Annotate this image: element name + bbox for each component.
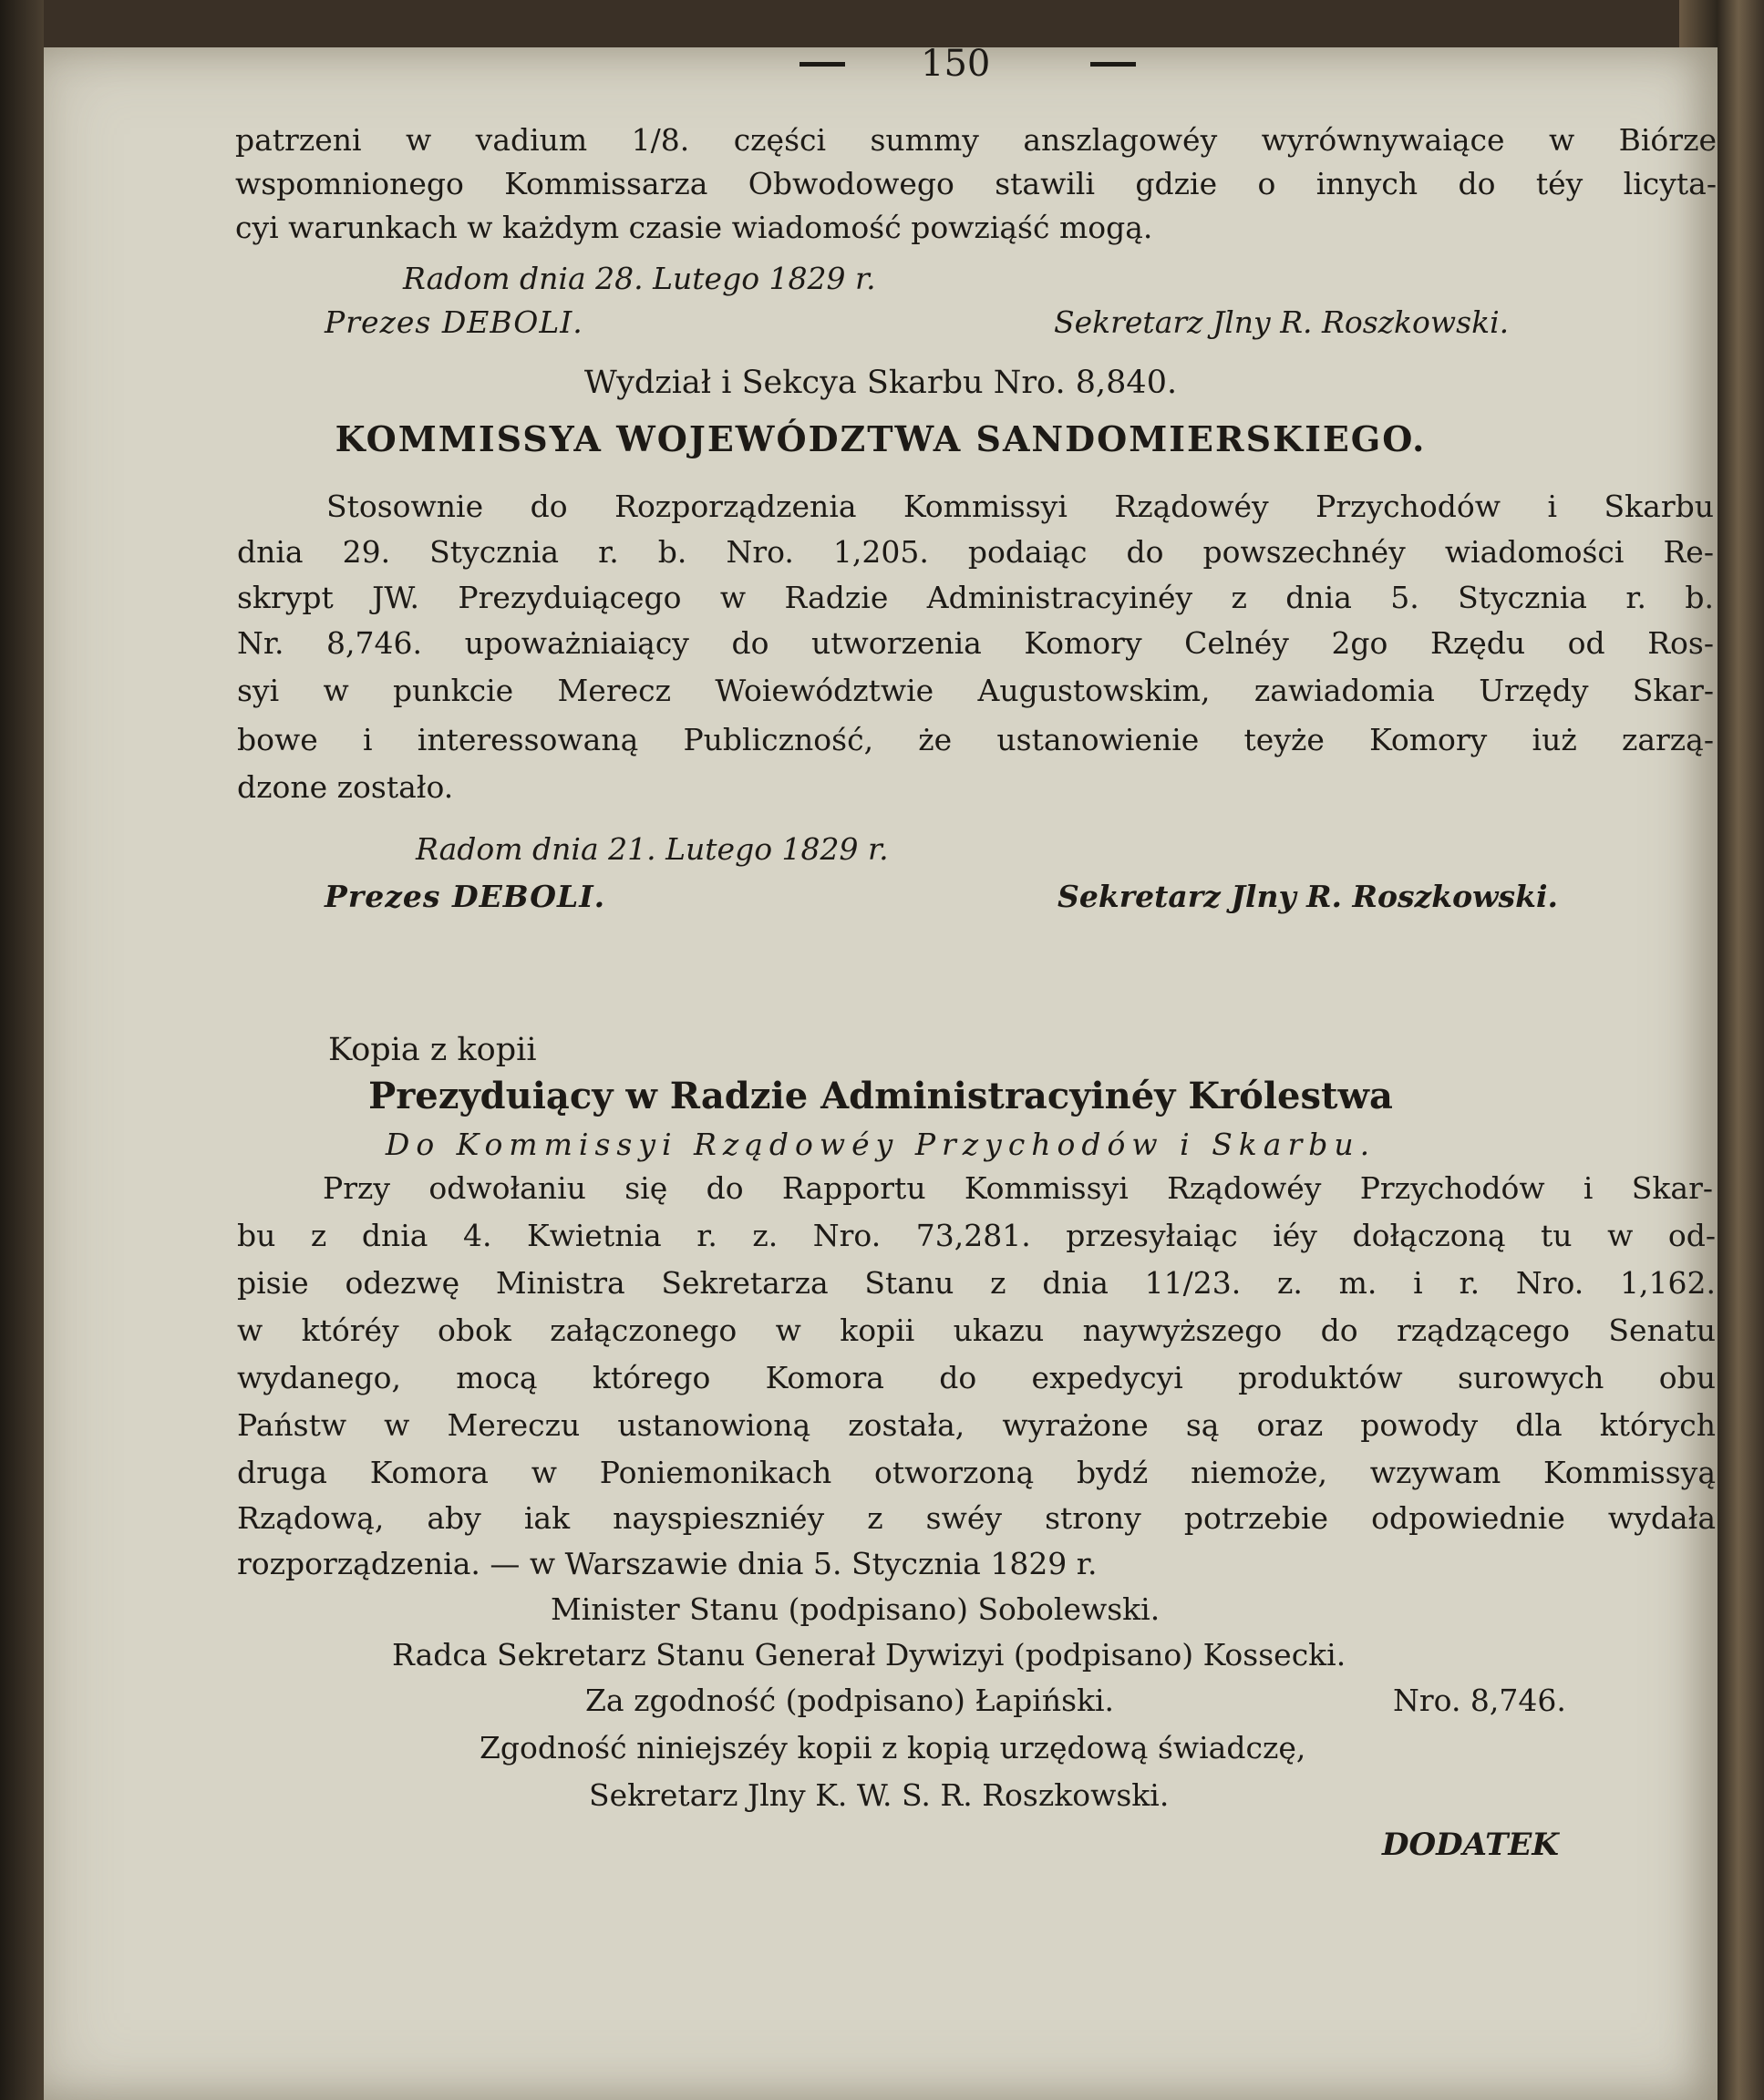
- attestation-signer: Sekretarz Jlny K. W. S. R. Roszkowski.: [589, 1777, 1170, 1813]
- text-line: dzone zostało.: [237, 769, 454, 805]
- text-line: w któréy obok załączonego w kopii ukazu naywyższego do rządzącego Senatu: [237, 1312, 1716, 1348]
- text-line: wydanego, mocą którego Komora do expedycyi produktów surowych obu: [237, 1360, 1716, 1395]
- text-line: druga Komora w Poniemonikach otworzoną bydź niemoże, wzywam Kommissyą: [237, 1455, 1716, 1490]
- division-heading: Wydział i Sekcya Skarbu Nro. 8,840.: [583, 365, 1178, 401]
- text-line: dnia 29. Stycznia r. b. Nro. 1,205. podaiąc do powszechnéy wiadomości Re-: [237, 534, 1714, 570]
- text-line: pisie odezwę Ministra Sekretarza Stanu z dnia 11/23. z. m. i r. Nro. 1,162.: [237, 1265, 1716, 1301]
- signature-minister: Minister Stanu (podpisano) Sobolewski.: [551, 1591, 1161, 1627]
- president-signature: Prezes DEBOLI.: [325, 304, 583, 340]
- signature-attested: Za zgodność (podpisano) Łapiński.: [585, 1683, 1115, 1718]
- page-number: 150: [921, 47, 991, 85]
- page-sheet: [44, 47, 1718, 2100]
- president-signature: Prezes DEBOLI.: [325, 879, 606, 914]
- commission-heading: KOMMISSYA WOJEWÓDZTWA SANDOMIERSKIEGO.: [335, 418, 1427, 459]
- attestation: Zgodność niniejszéy kopii z kopią urzędową świadczę,: [480, 1730, 1306, 1765]
- addressee: Do Kommissyi Rządowéy Przychodów i Skarbu.: [385, 1127, 1377, 1162]
- text-line: Przy odwołaniu się do Rapportu Kommissyi Rządowéy Przychodów i Skar-: [323, 1170, 1713, 1206]
- header-dash-right: [1090, 62, 1136, 67]
- text-line: Nr. 8,746. upoważniaiący do utworzenia Komory Celnéy 2go Rzędu od Ros-: [237, 625, 1714, 661]
- text-line: rozporządzenia. — w Warszawie dnia 5. Stycznia 1829 r.: [237, 1546, 1098, 1581]
- catchword: DODATEK: [1382, 1827, 1559, 1863]
- text-line: cyi warunkach w każdym czasie wiadomość powziąść mogą.: [235, 210, 1153, 245]
- signature-councillor: Radca Sekretarz Stanu Generał Dywizyi (podpisano) Kossecki.: [392, 1637, 1346, 1673]
- document-heading: Prezyduiący w Radzie Administracyinéy Królestwa: [368, 1075, 1393, 1117]
- text-line: wspomnionego Kommissarza Obwodowego stawili gdzie o innych do téy licyta-: [235, 166, 1717, 201]
- text-line: syi w punkcie Merecz Woiewództwie Augustowskim, zawiadomia Urzędy Skar-: [237, 673, 1714, 708]
- reference-number: Nro. 8,746.: [1393, 1683, 1566, 1718]
- text-line: bu z dnia 4. Kwietnia r. z. Nro. 73,281. przesyłaiąc iéy dołączoną tu w od-: [237, 1218, 1716, 1253]
- place-date: Radom dnia 28. Lutego 1829 r.: [403, 261, 876, 296]
- header-dash-left: [799, 62, 845, 67]
- secretary-signature: Sekretarz Jlny R. Roszkowski.: [1054, 304, 1510, 340]
- secretary-signature: Sekretarz Jlny R. Roszkowski.: [1057, 879, 1559, 914]
- copy-note: Kopia z kopii: [328, 1032, 537, 1068]
- text-line: bowe i interessowaną Publiczność, że ustanowienie teyże Komory iuż zarzą-: [237, 722, 1714, 757]
- text-line: Państw w Mereczu ustanowioną została, wyrażone są oraz powody dla których: [237, 1407, 1716, 1443]
- place-date: Radom dnia 21. Lutego 1829 r.: [416, 831, 889, 867]
- text-line: skrypt JW. Prezyduiącego w Radzie Administracyinéy z dnia 5. Stycznia r. b.: [237, 580, 1714, 615]
- text-line: Rządową, aby iak nayspieszniéy z swéy strony potrzebie odpowiednie wydała: [237, 1500, 1716, 1536]
- left-gutter: [0, 0, 44, 2100]
- text-line: patrzeni w vadium 1/8. części summy anszlagowéy wyrównywaiące w Biórze: [235, 122, 1717, 158]
- text-line: Stosownie do Rozporządzenia Kommissyi Rządowéy Przychodów i Skarbu: [326, 489, 1714, 524]
